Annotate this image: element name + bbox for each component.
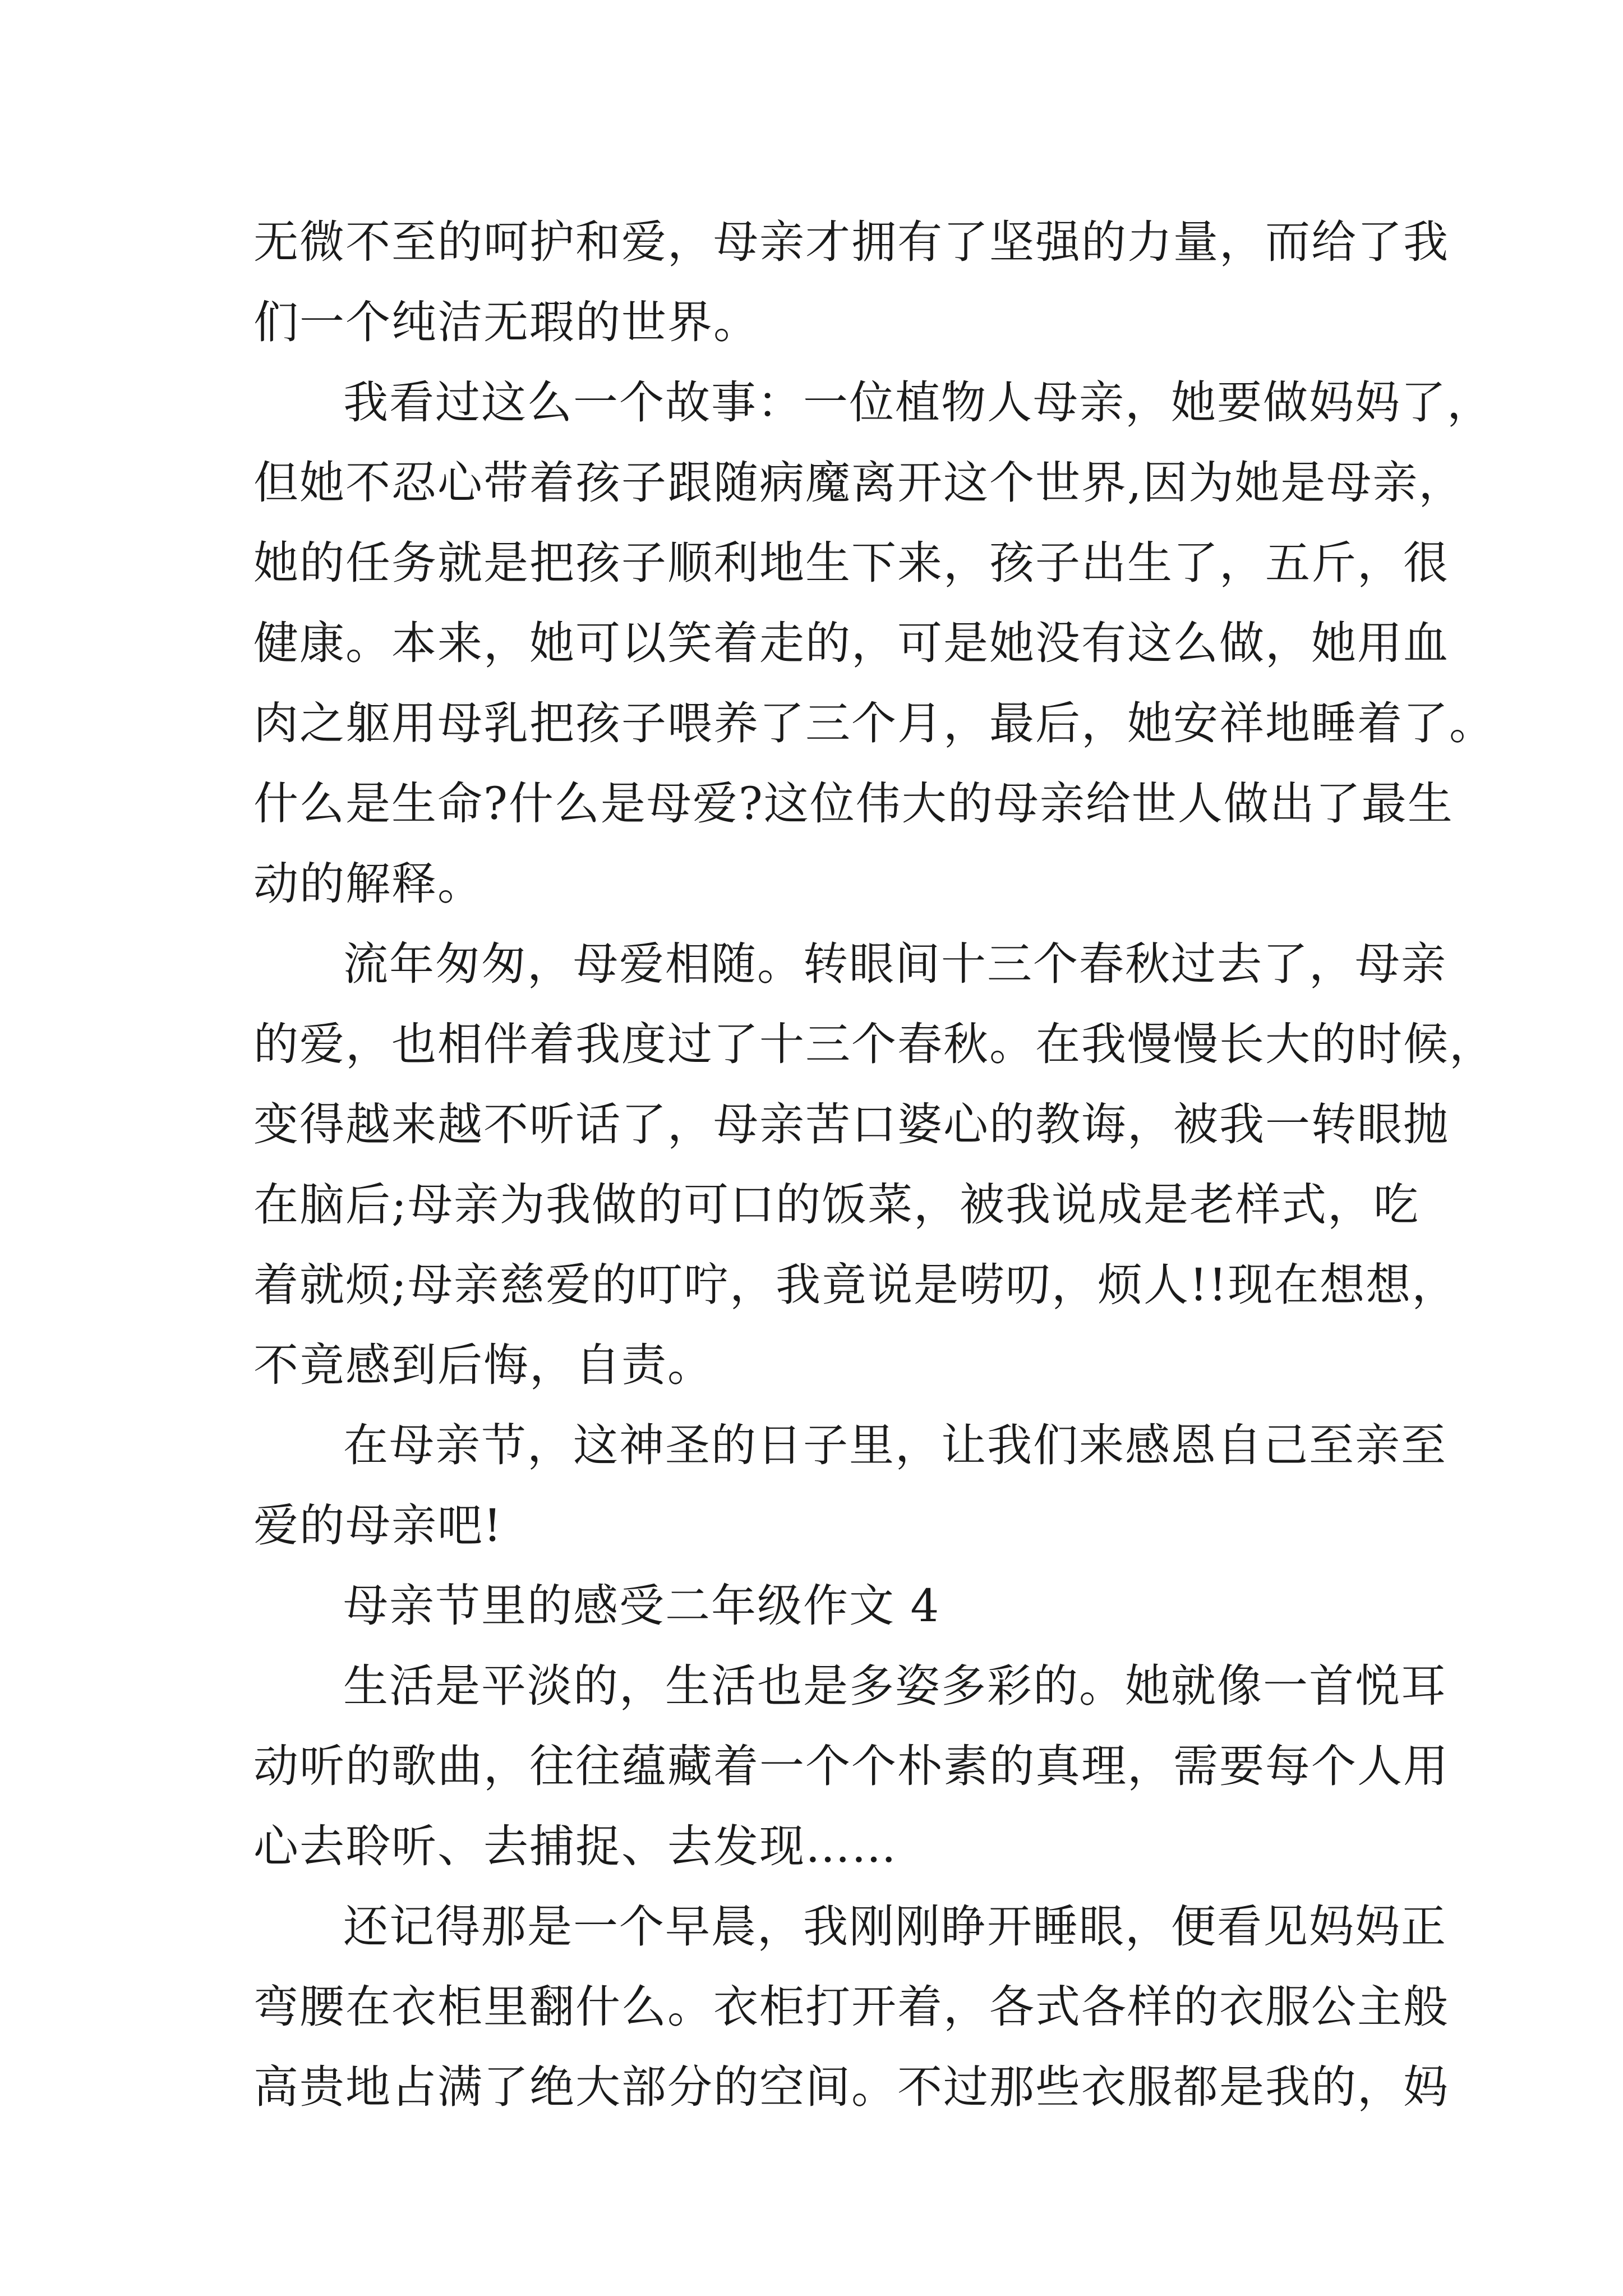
text-line: 爱的母亲吧! <box>253 1499 503 1552</box>
text-line: 什么是生命?什么是母爱?这位伟大的母亲给世人做出了最生 <box>253 777 1454 830</box>
text-line: 的爱，也相伴着我度过了十三个春秋。在我慢慢长大的时候， <box>253 1018 1495 1070</box>
text-line: 动的解释。 <box>253 858 483 910</box>
text-line: 她的任务就是把孩子顺利地生下来，孩子出生了，五斤，很 <box>253 537 1449 589</box>
paragraph-start-line: 还记得那是一个早晨，我刚刚睁开睡眼，便看见妈妈正 <box>343 1901 1447 1953</box>
text-line: 着就烦;母亲慈爱的叮咛，我竟说是唠叨，烦人!!现在想想， <box>253 1259 1458 1311</box>
body-text <box>253 202 1495 2127</box>
paragraph-start-line: 在母亲节，这神圣的日子里，让我们来感恩自己至亲至 <box>343 1419 1447 1471</box>
text-line: 但她不忍心带着孩子跟随病魔离开这个世界,因为她是母亲， <box>253 457 1465 509</box>
paragraph-start-line: 流年匆匆，母爱相随。转眼间十三个春秋过去了，母亲 <box>343 938 1447 990</box>
paragraph-start-line: 生活是平淡的，生活也是多姿多彩的。她就像一首悦耳 <box>343 1660 1447 1712</box>
text-line: 们一个纯洁无瑕的世界。 <box>253 296 759 348</box>
text-line: 肉之躯用母乳把孩子喂养了三个月，最后，她安祥地睡着了。 <box>253 697 1495 749</box>
text-line: 不竟感到后悔，自责。 <box>253 1339 713 1391</box>
text-line: 在脑后;母亲为我做的可口的饭菜，被我说成是老样式，吃 <box>253 1179 1419 1231</box>
paragraph-start-line: 我看过这么一个故事：一位植物人母亲，她要做妈妈了， <box>343 376 1493 429</box>
text-line: 变得越来越不听话了，母亲苦口婆心的教诲，被我一转眼抛 <box>253 1098 1449 1151</box>
text-line: 高贵地占满了绝大部分的空间。不过那些衣服都是我的，妈 <box>253 2061 1449 2113</box>
text-line: 弯腰在衣柜里翻什么。衣柜打开着，各式各样的衣服公主般 <box>253 1981 1449 2033</box>
text-line: 健康。本来，她可以笑着走的，可是她没有这么做，她用血 <box>253 617 1449 669</box>
text-line: 动听的歌曲，往往蕴藏着一个个朴素的真理，需要每个人用 <box>253 1740 1449 1792</box>
text-line: 心去聆听、去捕捉、去发现…… <box>253 1820 897 1872</box>
text-line: 无微不至的呵护和爱，母亲才拥有了坚强的力量，而给了我 <box>253 216 1449 268</box>
section-heading: 母亲节里的感受二年级作文 4 <box>343 1580 940 1632</box>
